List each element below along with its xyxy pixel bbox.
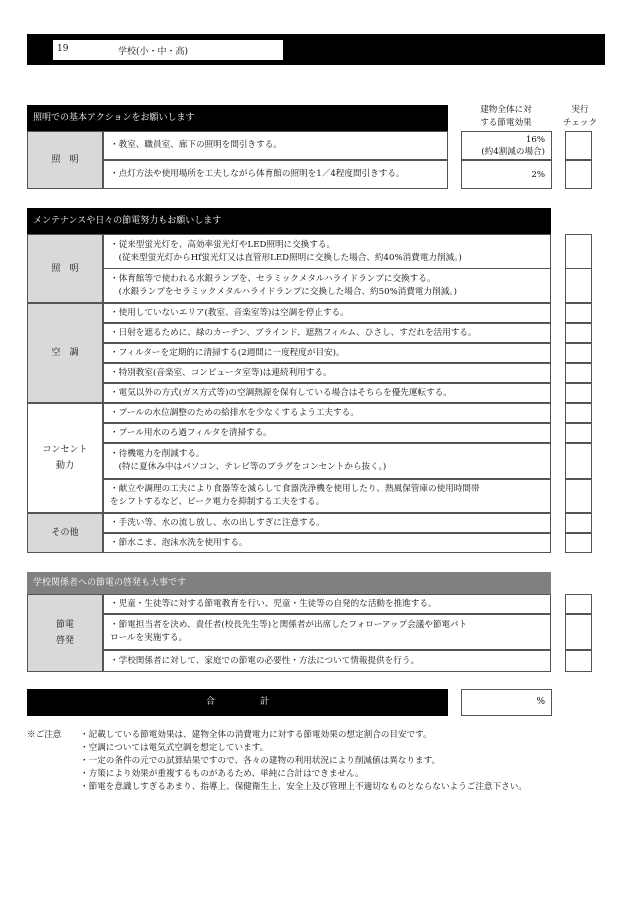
note-item: ・記載している節電効果は、建物全体の消費電力に対する節電効果の想定割合の目安です。: [80, 730, 432, 740]
effect-value: 2%: [531, 169, 545, 180]
effect-note: (約4割減の場合): [481, 146, 545, 157]
total-input[interactable]: [461, 689, 552, 716]
action-row: ・児童・生徒等に対する節電教育を行い、児童・生徒等の自発的な活動を推進する。: [103, 594, 551, 614]
action-row: ・手洗い等、水の流し放し、水の出しすぎに注意する。: [103, 513, 551, 533]
check-box[interactable]: [565, 533, 592, 553]
check-box[interactable]: [565, 363, 592, 383]
action-row: ・学校関係者に対して、家庭での節電の必要性・方法について情報提供を行う。: [103, 650, 551, 672]
check-box[interactable]: [565, 234, 592, 269]
action-row: ・従来型蛍光灯を、高効率蛍光灯やLED照明に交換する。 (従来型蛍光灯からHf蛍光灯又は直管形LED照明に交換した場合、約40%消費電力削減。): [103, 234, 551, 269]
effect-value: 16%: [525, 134, 545, 145]
check-box[interactable]: [565, 594, 592, 614]
check-box[interactable]: [565, 303, 592, 323]
action-row: ・特別教室(音楽室、コンピュータ室等)は連続利用する。: [103, 363, 551, 383]
action-row: ・節電担当者を決め、責任者(校長先生等)と関係者が出席したフォローアップ会議や節電パト ロールを実施する。: [103, 614, 551, 650]
action-row: [103, 131, 448, 160]
action-row: ・電気以外の方式(ガス方式等)の空調熱源を保有している場合はそちらを優先運転する。: [103, 383, 551, 403]
effect-cell: [461, 160, 552, 189]
check-box[interactable]: [565, 614, 592, 650]
check-box[interactable]: [565, 403, 592, 423]
check-box[interactable]: [565, 513, 592, 533]
col-check-header: 実行 チェック: [562, 105, 598, 128]
note-item: ・空調については電気式空調を想定しています。: [80, 743, 269, 753]
action-row: ・体育館等で使われる水銀ランプを、セラミックメタルハライドランプに交換する。 (水銀ランプをセラミックメタルハライドランプに交換した場合、約50%消費電力削減。): [103, 268, 551, 303]
check-box[interactable]: [565, 443, 592, 479]
check-box[interactable]: [565, 479, 592, 513]
check-box[interactable]: [565, 323, 592, 343]
action-row: ・フィルターを定期的に清掃する(2週間に一度程度が目安)。: [103, 343, 551, 363]
check-box[interactable]: [565, 383, 592, 403]
effect-cell: [461, 131, 552, 160]
category-aircon: 空 調: [27, 303, 103, 403]
action-row: ・待機電力を削減する。 (特に夏休み中はパソコン、テレビ等のプラグをコンセントから抜く。): [103, 443, 551, 479]
check-box[interactable]: [565, 343, 592, 363]
check-box[interactable]: [565, 160, 592, 189]
total-unit: %: [536, 697, 545, 707]
col-effect-header: 建物全体に対 する節電効果: [480, 105, 532, 128]
category-other: その他: [27, 513, 103, 553]
total-label: 合 計: [27, 689, 448, 716]
action-row: ・プール用水のろ過フィルタを清掃する。: [103, 423, 551, 443]
notes-label: ※ご注意: [27, 730, 62, 740]
action-row: ・献立や調理の工夫により食器等を減らして食器洗浄機を使用したり、熱風保管庫の使用時間帯 をシフトするなど、ピーク電力を抑制する工夫をする。: [103, 479, 551, 513]
action-text: ・点灯方法や使用場所を工夫しながら体育館の照明を1／4程度間引きする。: [110, 169, 405, 179]
section2-title: メンテナンスや日々の節電努力もお願いします: [27, 208, 551, 234]
category-lighting: 照 明: [27, 234, 103, 303]
note-item: ・節電を意識しすぎるあまり、指導上、保健衛生上、安全上及び管理上不適切なものとならないようご注意下さい。: [80, 782, 527, 792]
category-outlet: コンセント 動力: [27, 403, 103, 513]
note-item: ・方策により効果が重複するものがあるため、単純に合計はできません。: [80, 769, 364, 779]
section3-title: 学校関係者への節電の啓発も大事です: [27, 572, 551, 594]
action-text: ・教室、職員室、廊下の照明を間引きする。: [110, 140, 282, 150]
page-title: 学校(小・中・高): [118, 47, 189, 57]
action-row: ・プールの水位調整のための給排水を少なくするよう工夫する。: [103, 403, 551, 423]
check-box[interactable]: [565, 423, 592, 443]
action-row: ・使用していないエリア(教室、音楽室等)は空調を停止する。: [103, 303, 551, 323]
action-row: ・日射を遮るために、緑のカーテン、ブラインド、遮熱フィルム、ひさし、すだれを活用する。: [103, 323, 551, 343]
note-item: ・一定の条件の元での試算結果ですので、各々の建物の利用状況により削減値は異なります。: [80, 756, 441, 766]
action-row: ・節水こま、泡沫水洗を使用する。: [103, 533, 551, 553]
check-box[interactable]: [565, 650, 592, 672]
section1-title: 照明での基本アクションをお願いします: [27, 105, 448, 131]
action-row: [103, 160, 448, 189]
notes-list: [80, 729, 620, 794]
check-box[interactable]: [565, 268, 592, 303]
check-box[interactable]: [565, 131, 592, 160]
category-lighting: 照 明: [27, 131, 103, 189]
category-awareness: 節電 啓発: [27, 594, 103, 672]
page-number: 19: [57, 44, 69, 54]
